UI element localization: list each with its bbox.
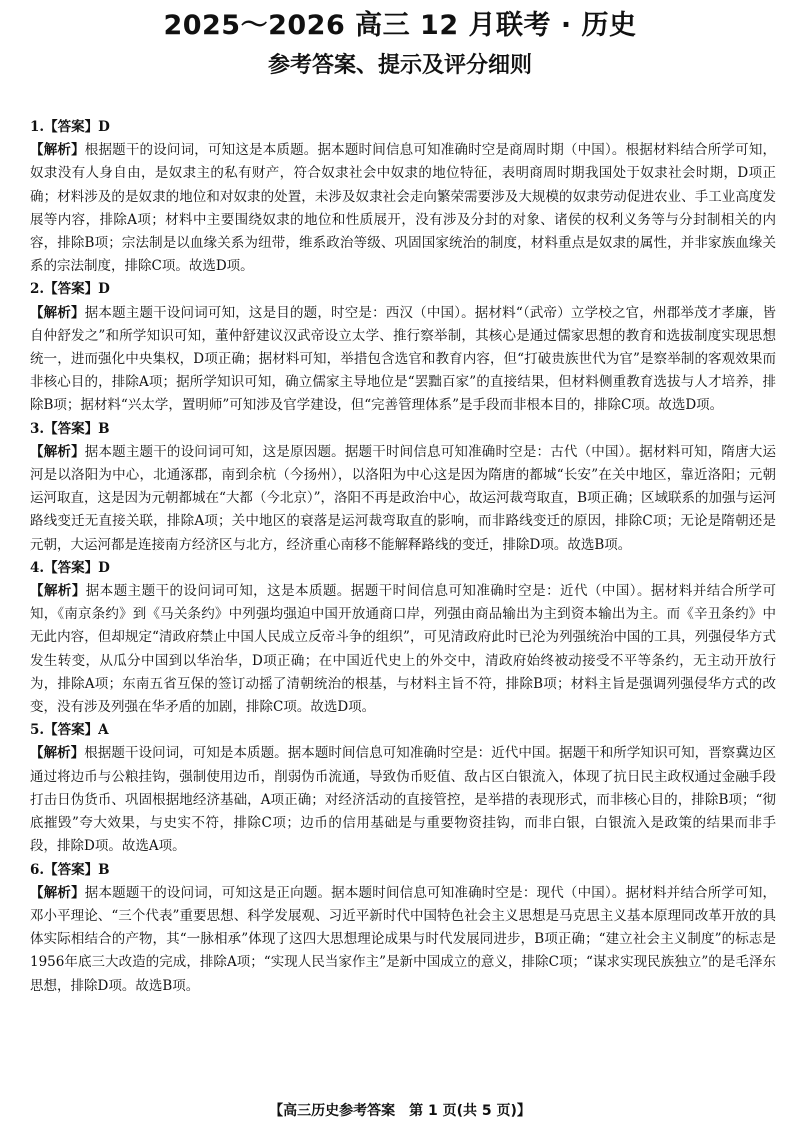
page-header [0, 8, 800, 82]
answer-line [30, 418, 776, 441]
answer-label: 【答案】 [44, 119, 99, 135]
page-title: 2025～2026 高三 12 月联考 · 历史 [163, 10, 637, 41]
analysis-label: 【解析】 [30, 304, 85, 321]
answer-value: D [98, 559, 110, 576]
question-number: 1. [30, 119, 45, 135]
analysis-paragraph [30, 882, 776, 998]
question-block [30, 418, 776, 557]
analysis-label: 【解析】 [30, 745, 85, 762]
analysis-text: 根据题干的设问词，可知这是本质题。据本题时间信息可知准确时空是商周时期（中国）。根据材料结合所学可知，奴隶没有人身自由，是奴隶主的私有财产，符合奴隶社会中奴隶的地位特征，表明商周时期我国处于奴隶社会时期，D项正确；材料涉及的是奴隶的地位和对奴隶的处置，未涉及奴隶社会走向繁荣需要涉及大规模的奴隶劳动促进农业、手工业高度发展等内容，排除A项；材料中主要围绕奴隶的地位和性质展开，没有涉及分封的对象、诸侯的权利义务等与分封制相关的内容，排除B项；宗法制是以血缘关系为纽带，维系政治等级、巩固国家统治的制度，材料重点是奴隶的属性，并非家族血缘关系的宗法制度，排除C项。故选D项。 [30, 142, 777, 275]
answer-line [30, 557, 776, 580]
answer-value: D [98, 281, 110, 298]
answer-list [30, 116, 776, 998]
answer-value: B [98, 420, 110, 437]
question-block [30, 116, 776, 278]
answer-value: D [98, 119, 110, 135]
analysis-paragraph [30, 742, 776, 858]
question-number: 6. [30, 861, 45, 878]
analysis-label: 【解析】 [30, 884, 85, 901]
question-number: 4. [30, 559, 45, 576]
answer-label: 【答案】 [44, 861, 99, 878]
question-block [30, 278, 776, 417]
analysis-label: 【解析】 [30, 443, 85, 460]
answer-line [30, 859, 776, 882]
analysis-text: 根据题干设问词，可知是本质题。据本题时间信息可知准确时空是：近代中国。据题干和所学知识可知，晋察冀边区通过将边币与公粮挂钩，强制使用边币，削弱伪币流通，导致伪币贬值、敌占区白银流入，体现了抗日民主政权通过金融手段打击日伪货币、巩固根据地经济基础，A项正确；对经济活动的直接管控，是举措的表现形式，而非核心目的，排除B项；“彻底摧毁”夸大效果，与史实不符，排除C项；边币的信用基础是与重要物资挂钩，而非白银，白银流入是政策的结果而非手段，排除D项。故选A项。 [30, 745, 777, 855]
answer-value: A [98, 722, 109, 739]
analysis-paragraph [30, 302, 776, 418]
answer-line [30, 278, 776, 301]
question-block [30, 557, 776, 719]
answer-label: 【答案】 [44, 722, 99, 739]
analysis-label: 【解析】 [30, 142, 85, 159]
analysis-label: 【解析】 [30, 583, 86, 600]
answer-line [30, 719, 776, 742]
analysis-text: 据本题主题干的设问词可知，这是本质题。据题干时间信息可知准确时空是：近代（中国）。据材料并结合所学可知，《南京条约》到《马关条约》中列强均强迫中国开放通商口岸，列强由商品输出为主到资本输出为主。而《辛丑条约》中无此内容，但却规定“清政府禁止中国人民成立反帝斗争的组织”，可见清政府此时已沦为列强统治中国的工具，列强侵华方式发生转变，从瓜分中国到以华治华，D项正确；在中国近代史上的外交中，清政府始终被动接受不平等条约，无主动开放行为，排除A项；东南五省互保的签订动摇了清朝统治的根基，与材料主旨不符，排除B项；材料主旨是强调列强侵华方式的改变，没有涉及列强在华矛盾的加剧，排除C项。故选D项。 [30, 583, 777, 716]
analysis-paragraph [30, 139, 776, 278]
page-subtitle: 参考答案、提示及评分细则 [267, 53, 532, 78]
analysis-paragraph [30, 580, 776, 719]
question-number: 5. [30, 722, 45, 739]
answer-line [30, 116, 776, 139]
question-number: 2. [30, 281, 45, 298]
analysis-text: 据本题主题干的设问词可知，这是原因题。据题干时间信息可知准确时空是：古代（中国）。据材料可知，隋唐大运河是以洛阳为中心，北通涿郡，南到余杭（今扬州），以洛阳为中心这是因为隋唐的都城“长安”在关中地区，靠近洛阳；元朝运河取直，这是因为元朝都城在“大都（今北京）”，洛阳不再是政治中心，故运河裁弯取直，B项正确；区域联系的加强与运河路线变迁无直接关联，排除A项；关中地区的衰落是运河裁弯取直的影响，而非路线变迁的原因，排除C项；无论是隋朝还是元朝，大运河都是连接南方经济区与北方，经济重心南移不能解释路线的变迁，排除D项。故选B项。 [30, 443, 777, 553]
analysis-text: 据本题主题干设问词可知，这是目的题，时空是：西汉（中国）。据材料“（武帝）立学校之官，州郡举茂才孝廉，皆自仲舒发之”和所学知识可知，董仲舒建议汉武帝设立太学、推行察举制，其核心是通过儒家思想的教育和选拔制度实现思想统一，进而强化中央集权，D项正确；据材料可知，举措包含选官和教育内容，但“打破贵族世代为官”是察举制的客观效果而非核心目的，排除A项；据所学知识可知，确立儒家主导地位是“罢黜百家”的直接结果，但材料侧重教育选拔与人才培养，排除B项；据材料“兴太学，置明师”可知涉及官学建设，但“完善管理体系”是手段而非根本目的，排除C项。故选D项。 [30, 304, 776, 414]
analysis-paragraph [30, 441, 776, 557]
analysis-text: 据本题题干的设问词，可知这是正向题。据本题时间信息可知准确时空是：现代（中国）。据材料并结合所学可知，邓小平理论、“三个代表”重要思想、科学发展观、习近平新时代中国特色社会主义思想是马克思主义基本原理同改革开放的具体实际相结合的产物，其“一脉相承”体现了这四大思想理论成果与时代发展同进步，B项正确；“建立社会主义制度”的标志是1956年底三大改造的完成，排除A项；“实现人民当家作主”是新中国成立的意义，排除C项；“谋求实现民族独立”的是毛泽东思想，排除D项。故选B项。 [30, 884, 777, 994]
answer-label: 【答案】 [44, 281, 99, 298]
question-number: 3. [30, 420, 45, 437]
answer-label: 【答案】 [44, 420, 99, 437]
question-block [30, 719, 776, 858]
answer-label: 【答案】 [44, 559, 99, 576]
page-footer: 【高三历史参考答案 第 1 页(共 5 页)】 [269, 1103, 531, 1119]
answer-value: B [98, 861, 110, 878]
question-block [30, 859, 776, 998]
